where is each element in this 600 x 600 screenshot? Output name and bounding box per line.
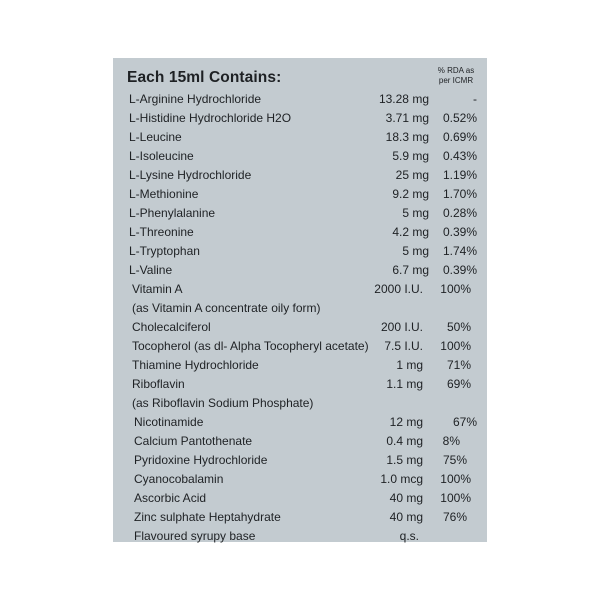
ingredient-amount: 3.71 mg [385,111,429,125]
ingredient-list [113,90,487,546]
ingredient-name: Thiamine Hydrochloride [132,358,259,372]
ingredient-amount: 7.5 I.U. [384,339,423,353]
ingredient-name: Cyanocobalamin [134,472,224,486]
ingredient-amount: q.s. [399,529,419,543]
ingredient-name: L-Methionine [129,187,199,201]
ingredient-rda: 71% [446,358,471,372]
ingredient-rda: 0.28% [442,206,477,220]
ingredient-rda: 1.19% [442,168,477,182]
ingredient-name: L-Lysine Hydrochloride [129,168,252,182]
ingredient-row [113,508,487,527]
ingredient-name: L-Threonine [129,225,194,239]
ingredient-rda: 0.52% [442,111,477,125]
ingredient-amount: 1 mg [396,358,423,372]
ingredient-name: L-Valine [129,263,173,277]
ingredient-rda: 76% [442,510,467,524]
ingredient-rda: 100% [440,282,471,296]
ingredient-row [113,90,487,109]
nutrition-label-panel [113,58,487,542]
ingredient-amount: 40 mg [389,491,423,505]
ingredient-rda: 1.70% [442,187,477,201]
ingredient-amount: 2000 I.U. [374,282,423,296]
ingredient-name: Tocopherol (as dl- Alpha Tocopheryl acetate) [132,339,369,353]
ingredient-amount: 18.3 mg [385,130,429,144]
ingredient-rda: 0.39% [442,225,477,239]
ingredient-rda: 67% [452,415,477,429]
ingredient-rda: 100% [440,491,471,505]
ingredient-rda: 100% [440,472,471,486]
ingredient-row [113,470,487,489]
ingredient-amount: 0.4 mg [386,434,423,448]
ingredient-note-row [113,394,487,413]
ingredient-rda: 50% [446,320,471,334]
ingredient-row [113,223,487,242]
ingredient-name: Flavoured syrupy base [134,529,256,543]
ingredient-row [113,489,487,508]
ingredient-row [113,204,487,223]
ingredient-row [113,147,487,166]
ingredient-rda: 75% [442,453,467,467]
ingredient-row [113,337,487,356]
ingredient-amount: 13.28 mg [378,92,429,106]
ingredient-row [113,375,487,394]
ingredient-amount: 25 mg [395,168,429,182]
ingredient-name: L-Tryptophan [129,244,200,258]
rda-header-line-1: % RDA as [437,66,475,75]
ingredient-amount: 4.2 mg [392,225,429,239]
ingredient-name: L-Isoleucine [129,149,194,163]
ingredient-name: Nicotinamide [134,415,204,429]
ingredient-amount: 12 mg [389,415,423,429]
rda-column-header [428,66,484,86]
ingredient-rda: 0.69% [442,130,477,144]
ingredient-row [113,527,487,546]
ingredient-note: (as Vitamin A concentrate oily form) [132,301,321,315]
ingredient-note: (as Riboflavin Sodium Phosphate) [132,396,314,410]
ingredient-row [113,166,487,185]
ingredient-amount: 200 I.U. [380,320,423,334]
ingredient-row [113,413,487,432]
ingredient-name: L-Arginine Hydrochloride [129,92,262,106]
ingredient-rda: 8% [442,434,460,448]
ingredient-row [113,356,487,375]
ingredient-row [113,280,487,299]
ingredient-name: L-Histidine Hydrochloride H2O [129,111,292,125]
ingredient-name: Zinc sulphate Heptahydrate [134,510,281,524]
ingredient-amount: 1.5 mg [386,453,423,467]
ingredient-row [113,109,487,128]
ingredient-name: Riboflavin [132,377,185,391]
ingredient-row [113,318,487,337]
ingredient-rda: 69% [446,377,471,391]
ingredient-row [113,451,487,470]
ingredient-note-row [113,299,487,318]
ingredient-rda: 1.74% [442,244,477,258]
label-title: Each 15ml Contains: [127,69,282,86]
ingredient-row [113,128,487,147]
ingredient-rda: 0.43% [442,149,477,163]
ingredient-amount: 5 mg [402,244,429,258]
ingredient-rda: 100% [440,339,471,353]
label-header [113,58,487,92]
ingredient-row [113,242,487,261]
ingredient-amount: 40 mg [389,510,423,524]
ingredient-name: Ascorbic Acid [134,491,207,505]
ingredient-amount: 5.9 mg [392,149,429,163]
ingredient-name: L-Phenylalanine [129,206,216,220]
ingredient-name: Calcium Pantothenate [134,434,253,448]
ingredient-row [113,185,487,204]
ingredient-amount: 1.1 mg [386,377,423,391]
ingredient-rda: 0.39% [442,263,477,277]
ingredient-amount: 6.7 mg [392,263,429,277]
ingredient-name: Pyridoxine Hydrochloride [134,453,268,467]
ingredient-row [113,261,487,280]
ingredient-row [113,432,487,451]
ingredient-amount: 5 mg [402,206,429,220]
ingredient-name: Cholecalciferol [132,320,211,334]
ingredient-rda: - [473,92,477,106]
rda-header-line-2: per ICMR [438,76,474,85]
ingredient-amount: 9.2 mg [392,187,429,201]
ingredient-name: Vitamin A [132,282,183,296]
ingredient-amount: 1.0 mcg [380,472,423,486]
ingredient-name: L-Leucine [129,130,182,144]
